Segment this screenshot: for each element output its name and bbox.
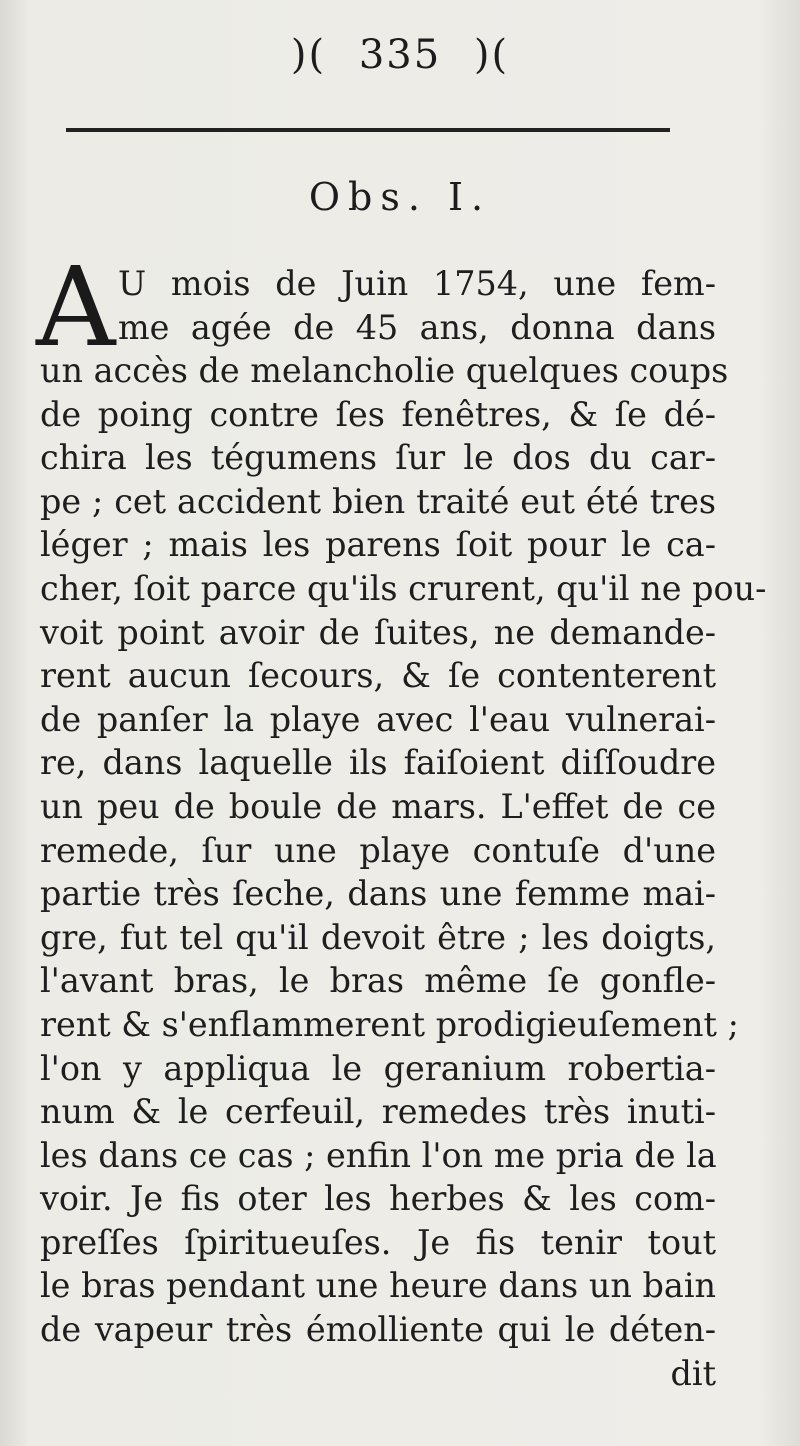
text-line: partie très ſeche, dans une femme mai-: [40, 874, 716, 914]
section-title: Obs. I.: [308, 175, 492, 219]
text-line: rent & s'enflammerent prodigieuſement ;: [40, 1004, 739, 1044]
text-line: U mois de Juin 1754, une fem-: [118, 264, 716, 303]
text-line: un peu de boule de mars. L'effet de ce: [40, 786, 716, 826]
text-line: de panſer la playe avec l'eau vulnerai-: [40, 699, 716, 739]
catchword: dit: [670, 1353, 716, 1393]
text-line: l'on y appliqua le geranium robertia-: [40, 1048, 716, 1088]
text-line: l'avant bras, le bras même ſe gonfle-: [40, 961, 716, 1001]
text-line: re, dans laquelle ils faiſoient diſſoudre: [40, 743, 716, 783]
body-text-block: [40, 349, 767, 1395]
text-line: de poing contre ſes fenêtres, & ſe dé-: [40, 394, 716, 434]
page-number: 335: [358, 32, 442, 78]
text-line: gre, fut tel qu'il devoit être ; les doigts,: [40, 917, 716, 957]
text-line: un accès de melancholie quelques coups: [40, 351, 729, 390]
text-line: remede, ſur une playe contuſe d'une: [40, 830, 716, 870]
page-header: [0, 32, 800, 78]
text-line: voit point avoir de ſuites, ne demande-: [40, 612, 716, 652]
text-line: me agée de 45 ans, donna dans: [118, 307, 716, 347]
first-lines-block: [118, 262, 716, 349]
text-line: le bras pendant une heure dans un bain: [40, 1266, 716, 1306]
text-line: les dans ce cas ; enfin l'on me pria de la: [40, 1135, 717, 1175]
text-line: voir. Je fis oter les herbes & les com-: [40, 1179, 716, 1219]
text-line: num & le cerfeuil, remedes très inuti-: [40, 1092, 716, 1132]
header-rule: [66, 128, 670, 132]
text-line: chira les tégumens ſur le dos du car-: [40, 438, 716, 478]
right-ornament: )(: [473, 32, 510, 78]
text-line: cher, ſoit parce qu'ils crurent, qu'il ne pou-: [40, 568, 767, 608]
text-line: pe ; cet accident bien traité eut été tres: [40, 481, 716, 521]
drop-cap: A: [36, 243, 116, 371]
left-ornament: )(: [290, 32, 327, 78]
text-line: preſſes ſpiritueuſes. Je fis tenir tout: [40, 1222, 716, 1262]
text-line: de vapeur très émolliente qui le déten-: [40, 1310, 716, 1350]
text-line: rent aucun ſecours, & ſe contenterent: [40, 656, 716, 696]
text-line: léger ; mais les parens ſoit pour le ca-: [40, 525, 716, 565]
